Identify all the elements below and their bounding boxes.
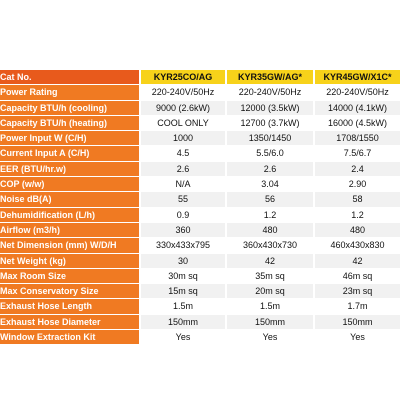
table-row (0, 238, 400, 253)
spec-value-model-2: 150mm (226, 314, 314, 329)
spec-label: Capacity BTU/h (heating) (0, 115, 140, 130)
spec-value-model-2: 20m sq (226, 284, 314, 299)
table-row (0, 131, 400, 146)
spec-value-model-1: 4.5 (140, 146, 226, 161)
spec-value-model-2: 1350/1450 (226, 131, 314, 146)
table-row (0, 207, 400, 222)
table-row (0, 85, 400, 100)
spec-value-model-2: 1.5m (226, 299, 314, 314)
spec-value-model-3: 14000 (4.1kW) (314, 100, 400, 115)
spec-value-model-3: 16000 (4.5kW) (314, 115, 400, 130)
spec-value-model-1: 55 (140, 192, 226, 207)
spec-value-model-3: 23m sq (314, 284, 400, 299)
table-row (0, 284, 400, 299)
spec-label: Capacity BTU/h (cooling) (0, 100, 140, 115)
spec-value-model-1: 360 (140, 222, 226, 237)
spec-value-model-1: 150mm (140, 314, 226, 329)
spec-value-model-1: 30 (140, 253, 226, 268)
spec-value-model-3: 1708/1550 (314, 131, 400, 146)
spec-label: Exhaust Hose Diameter (0, 314, 140, 329)
table-header-row (0, 70, 400, 85)
spec-value-model-2: 42 (226, 253, 314, 268)
table-row (0, 299, 400, 314)
table-row (0, 192, 400, 207)
spec-value-model-1: 1.5m (140, 299, 226, 314)
spec-value-model-2: 5.5/6.0 (226, 146, 314, 161)
spec-label: Max Room Size (0, 268, 140, 283)
spec-value-model-2: 35m sq (226, 268, 314, 283)
spec-value-model-1: 330x433x795 (140, 238, 226, 253)
table-row (0, 146, 400, 161)
spec-value-model-3: 58 (314, 192, 400, 207)
spec-value-model-1: 9000 (2.6kW) (140, 100, 226, 115)
spec-value-model-1: 0.9 (140, 207, 226, 222)
table-row (0, 100, 400, 115)
spec-value-model-3: 150mm (314, 314, 400, 329)
spec-value-model-1: 15m sq (140, 284, 226, 299)
spec-value-model-2: 360x430x730 (226, 238, 314, 253)
spec-label: Max Conservatory Size (0, 284, 140, 299)
spec-value-model-3: Yes (314, 330, 400, 345)
spec-label: Current Input A (C/H) (0, 146, 140, 161)
spec-value-model-2: 220-240V/50Hz (226, 85, 314, 100)
spec-label: Window Extraction Kit (0, 330, 140, 345)
spec-label: COP (w/w) (0, 177, 140, 192)
spec-label: Power Rating (0, 85, 140, 100)
spec-label: EER (BTU/hr.w) (0, 161, 140, 176)
spec-value-model-3: 460x430x830 (314, 238, 400, 253)
table-row (0, 314, 400, 329)
spec-value-model-1: N/A (140, 177, 226, 192)
spec-value-model-2: 1.2 (226, 207, 314, 222)
spec-value-model-1: 30m sq (140, 268, 226, 283)
table-row (0, 222, 400, 237)
spec-value-model-1: 220-240V/50Hz (140, 85, 226, 100)
spec-label: Exhaust Hose Length (0, 299, 140, 314)
spec-value-model-2: 56 (226, 192, 314, 207)
spec-value-model-3: 46m sq (314, 268, 400, 283)
spec-label: Net Dimension (mm) W/D/H (0, 238, 140, 253)
spec-value-model-1: 2.6 (140, 161, 226, 176)
spec-label: Net Weight (kg) (0, 253, 140, 268)
table-row (0, 330, 400, 345)
spec-value-model-3: 220-240V/50Hz (314, 85, 400, 100)
table-row (0, 253, 400, 268)
spec-value-model-2: 12000 (3.5kW) (226, 100, 314, 115)
table-row (0, 268, 400, 283)
spec-value-model-2: 2.6 (226, 161, 314, 176)
spec-value-model-3: 1.7m (314, 299, 400, 314)
spec-value-model-2: 12700 (3.7kW) (226, 115, 314, 130)
model-header-1: KYR25CO/AG (140, 70, 226, 85)
model-header-2: KYR35GW/AG* (226, 70, 314, 85)
spec-value-model-1: Yes (140, 330, 226, 345)
header-cat-no: Cat No. (0, 70, 140, 85)
spec-label: Airflow (m3/h) (0, 222, 140, 237)
spec-value-model-3: 7.5/6.7 (314, 146, 400, 161)
table-row (0, 177, 400, 192)
spec-value-model-1: 1000 (140, 131, 226, 146)
spec-table-body (0, 85, 400, 345)
spec-table (0, 70, 400, 345)
spec-label: Noise dB(A) (0, 192, 140, 207)
spec-value-model-3: 42 (314, 253, 400, 268)
model-header-3: KYR45GW/X1C* (314, 70, 400, 85)
table-row (0, 161, 400, 176)
spec-value-model-3: 1.2 (314, 207, 400, 222)
spec-value-model-3: 2.4 (314, 161, 400, 176)
table-row (0, 115, 400, 130)
spec-value-model-2: 480 (226, 222, 314, 237)
spec-label: Dehumidification (L/h) (0, 207, 140, 222)
spec-value-model-2: Yes (226, 330, 314, 345)
spec-label: Power Input W (C/H) (0, 131, 140, 146)
spec-value-model-3: 480 (314, 222, 400, 237)
spec-value-model-1: COOL ONLY (140, 115, 226, 130)
spec-value-model-3: 2.90 (314, 177, 400, 192)
spec-value-model-2: 3.04 (226, 177, 314, 192)
